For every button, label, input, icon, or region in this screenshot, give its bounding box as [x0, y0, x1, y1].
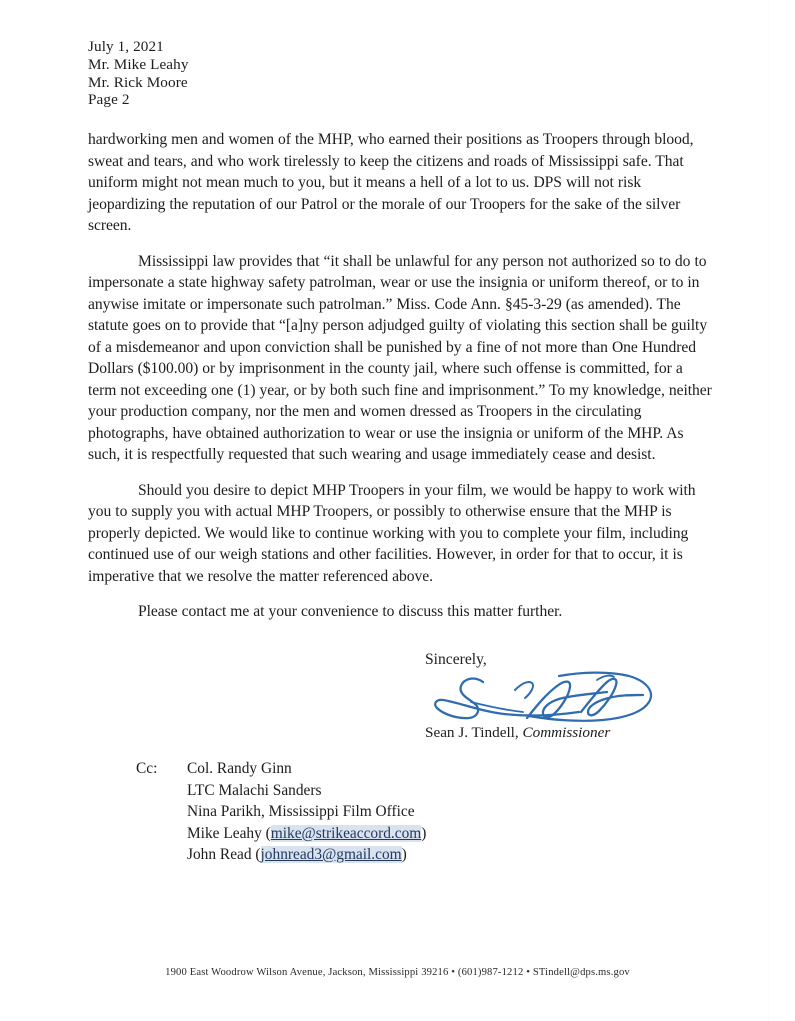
- scan-edge: [768, 0, 769, 1021]
- cc-label: Cc:: [136, 760, 158, 777]
- signer-name: Sean J. Tindell,: [425, 724, 519, 741]
- signer-title: Commissioner: [522, 724, 611, 741]
- recipient-primary: Mr. Mike Leahy: [88, 55, 189, 73]
- footer-address: 1900 East Woodrow Wilson Avenue, Jackson, Mississippi 39216 • (601)987-1212 • STindell@dps.ms.gov: [165, 967, 630, 978]
- cc-recipient-5-suffix: ): [401, 846, 407, 863]
- cc-recipient-1: Col. Randy Ginn: [187, 760, 292, 777]
- recipient-secondary: Mr. Rick Moore: [88, 73, 188, 91]
- cc-recipient-5-name: John Read (: [187, 846, 261, 863]
- letter-body: [88, 129, 713, 623]
- body-paragraph-3: Should you desire to depict MHP Troopers in your film, we would be happy to work with you to supply you with actual MHP Troopers, or possibly to otherwise ensure that the MHP is properly depicted. We would like to continue working with you to complete your film, including continued use of our weigh stations and other facilities. However, in order for that to occur, it is imperative that we resolve the matter referenced above.: [88, 481, 696, 585]
- email-link-mike[interactable]: mike@strikeaccord.com: [270, 824, 422, 842]
- body-paragraph-1: hardworking men and women of the MHP, who earned their positions as Troopers through blood, sweat and tears, and who work tirelessly to keep the citizens and roads of Mississippi safe. That uniform might not mean much to you, but it means a hell of a lot to us. DPS will not risk jeopardizing the reputation of our Patrol or the morale of our Troopers for the sake of the silver screen.: [88, 131, 694, 234]
- cc-block: [136, 758, 426, 866]
- letter-header: [88, 38, 428, 109]
- page-number: Page 2: [88, 91, 130, 109]
- cc-recipient-4-suffix: ): [421, 824, 427, 842]
- cc-recipient-list: [187, 758, 426, 866]
- cc-recipient-2: LTC Malachi Sanders: [187, 781, 322, 799]
- cc-recipient-3: Nina Parikh, Mississippi Film Office: [187, 803, 415, 820]
- handwritten-signature-icon: [431, 668, 661, 726]
- cc-recipient-4: [187, 823, 426, 845]
- signature-block: [425, 650, 725, 742]
- cc-recipient-4-name: Mike Leahy (: [187, 824, 271, 842]
- email-link-johnread[interactable]: johnread3@gmail.com: [260, 846, 402, 863]
- body-paragraph-4: Please contact me at your convenience to discuss this matter further.: [138, 603, 563, 620]
- body-paragraph-2: Mississippi law provides that “it shall be unlawful for any person not authorized so to do to impersonate a state highway safety patrolman, wear or use the insignia or uniform thereof, or to in anywise imitate or impersonate such patrolman.” Miss. Code Ann. §45-3-29 (as amended). The statute goes on to provide that “[a]ny person adjudged guilty of violating this section shall be guilty of a misdemeanor and upon conviction shall be punished by a fine of not more than One Hundred Dollars ($100.00) or by imprisonment in the county jail, where such offense is committed, for a term not exceeding one (1) year, or by both such fine and imprisonment.” To my knowledge, neither your production company, nor the men and women dressed as Troopers in the circulating photographs, have obtained authorization to wear or use the insignia or uniform of the MHP. As such, it is respectfully requested that such wearing and usage immediately cease and desist.: [88, 252, 712, 463]
- cc-recipient-5: [187, 844, 426, 866]
- letter-date: July 1, 2021: [88, 38, 164, 55]
- closing-salutation: Sincerely,: [425, 651, 487, 668]
